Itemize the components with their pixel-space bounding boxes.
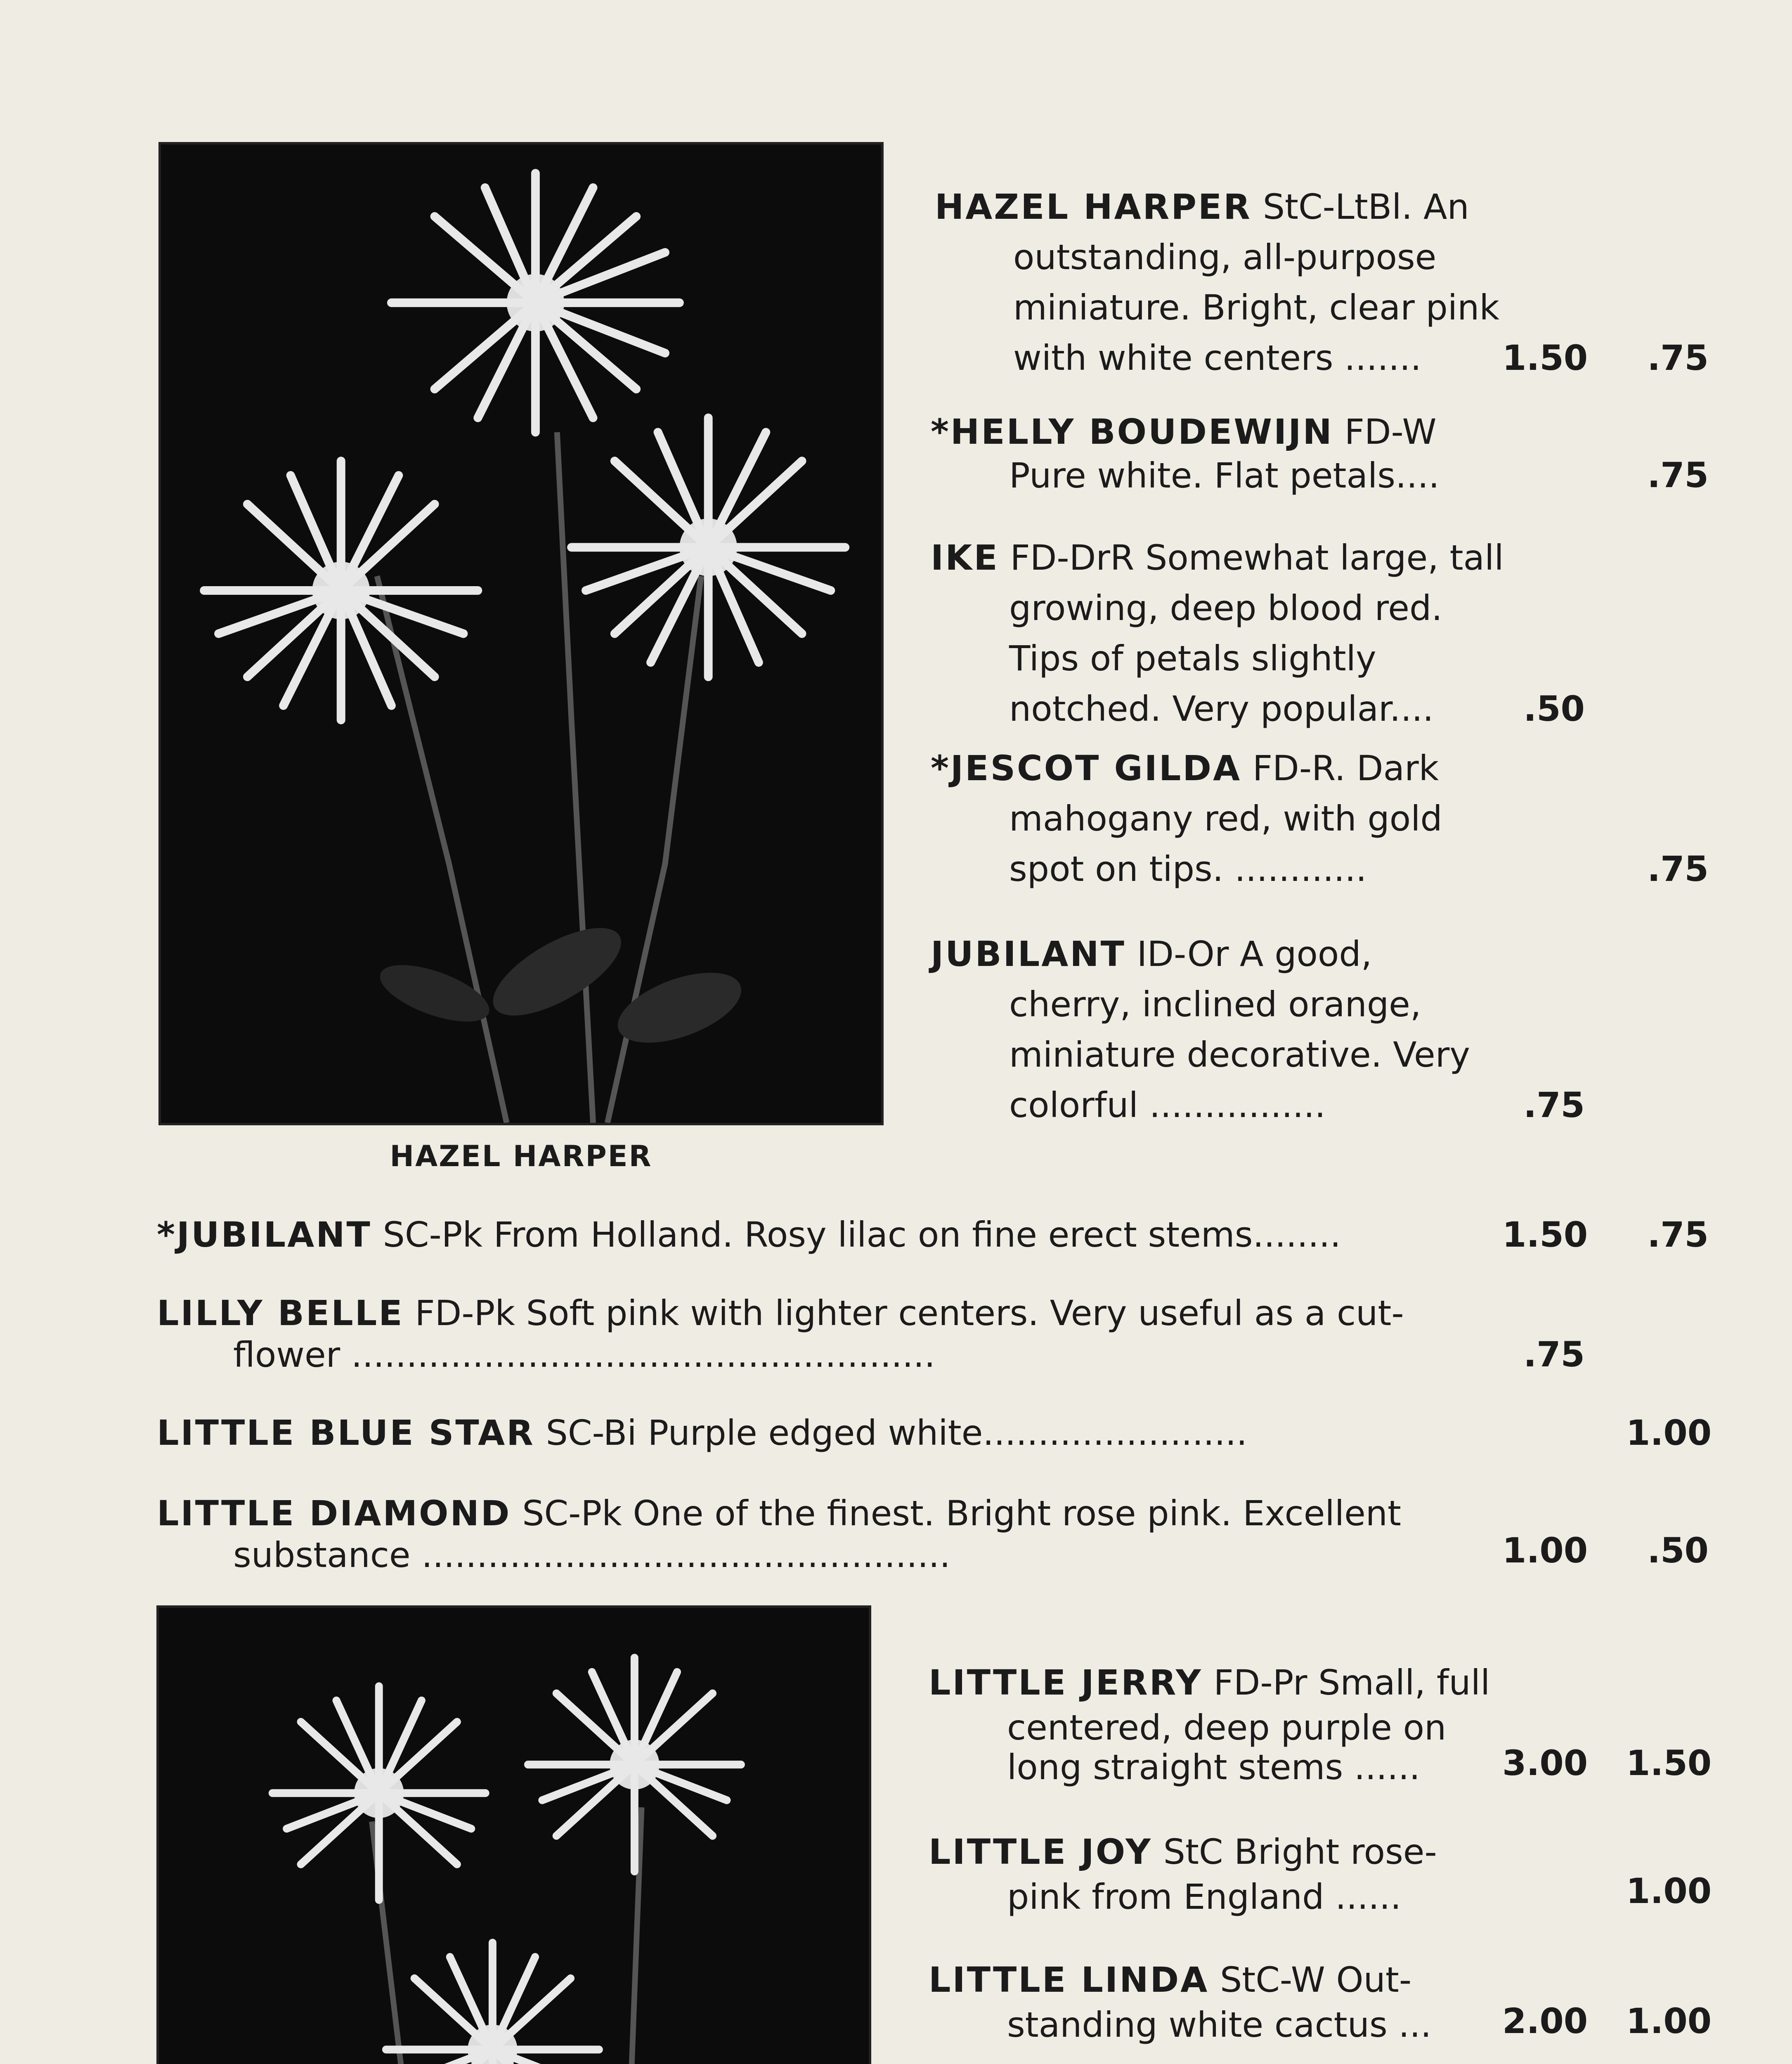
price-root: 1.00 [1626,2001,1712,2041]
photo-hazel-harper [161,144,881,1123]
entry-little-blue-star: LITTLE BLUE STAR SC-Bi Purple edged white........................ [157,1413,1248,1453]
entry-jubilant-holland: *JUBILANT SC-Pk From Holland. Rosy lilac on fine erect stems........ [157,1214,1341,1255]
entry-name: LILLY BELLE [157,1293,404,1333]
price-each: 2.00 [1502,2001,1588,2041]
entry-hazel-harper: HAZEL HARPER StC-LtBl. An outstanding, all-purpose miniature. Bright, clear pink with white centers ....... [935,187,1500,378]
price-each: 1.00 [1502,1530,1588,1571]
entry-name: JUBILANT [931,934,1126,974]
price-root: 1.50 [1626,1743,1712,1783]
price-root: .75 [1647,455,1709,495]
entry-ike: IKE FD-DrR Somewhat large, tall growing, deep blood red. Tips of petals slightly notched. Very popular.... [931,537,1504,729]
entry-name: HAZEL HARPER [935,187,1252,227]
photo-caption-hazel-harper: HAZEL HARPER [390,1139,652,1173]
price-root: .50 [1647,1530,1709,1571]
price-each: 3.00 [1502,1743,1588,1783]
entry-name: LITTLE JERRY [929,1662,1203,1703]
entry-little-linda: LITTLE LINDA StC-W Out- standing white cactus ... [929,1960,1432,2045]
entry-name: *HELLY BOUDEWIJN [931,412,1333,452]
entry-name: *JUBILANT [157,1214,372,1255]
dahlia-photo-2 [159,1608,869,2064]
entry-little-jerry: LITTLE JERRY FD-Pr Small, full centered, deep purple on long straight stems ...... [929,1662,1490,1787]
entry-name: *JESCOT GILDA [931,748,1242,788]
price-root: .75 [1647,1214,1709,1255]
entry-name: LITTLE JOY [929,1832,1152,1872]
entry-jubilant: JUBILANT ID-Or A good, cherry, inclined orange, miniature decorative. Very colorful ................ [931,934,1470,1125]
price-root: .75 [1647,338,1709,378]
entry-name: LITTLE BLUE STAR [157,1413,535,1453]
entry-jescot-gilda: *JESCOT GILDA FD-R. Dark mahogany red, with gold spot on tips. ............ [931,748,1442,889]
entry-name: LITTLE LINDA [929,1960,1209,2000]
price-root: .75 [1647,849,1709,889]
price-root: 1.00 [1626,1871,1712,1911]
price-each: .75 [1523,1334,1585,1375]
price-each: .50 [1523,689,1585,729]
price-root: 1.00 [1626,1413,1712,1453]
entry-lilly-belle: LILLY BELLE FD-Pk Soft pink with lighter centers. Very useful as a cut- flower ..................................................... [157,1293,1404,1375]
dahlia-photo-1 [161,144,881,1123]
photo-little-linda [159,1608,869,2064]
entry-name: IKE [931,537,999,578]
price-each: 1.50 [1502,1214,1588,1255]
entry-name: LITTLE DIAMOND [157,1493,511,1534]
entry-helly-boudewijn: *HELLY BOUDEWIJN FD-W Pure white. Flat petals.... [931,412,1440,496]
entry-little-joy: LITTLE JOY StC Bright rose- pink from England ...... [929,1832,1437,1917]
price-each: 1.50 [1502,338,1588,378]
price-each: .75 [1523,1085,1585,1125]
entry-little-diamond: LITTLE DIAMOND SC-Pk One of the finest. Bright rose pink. Excellent substance ................................................ [157,1493,1401,1575]
